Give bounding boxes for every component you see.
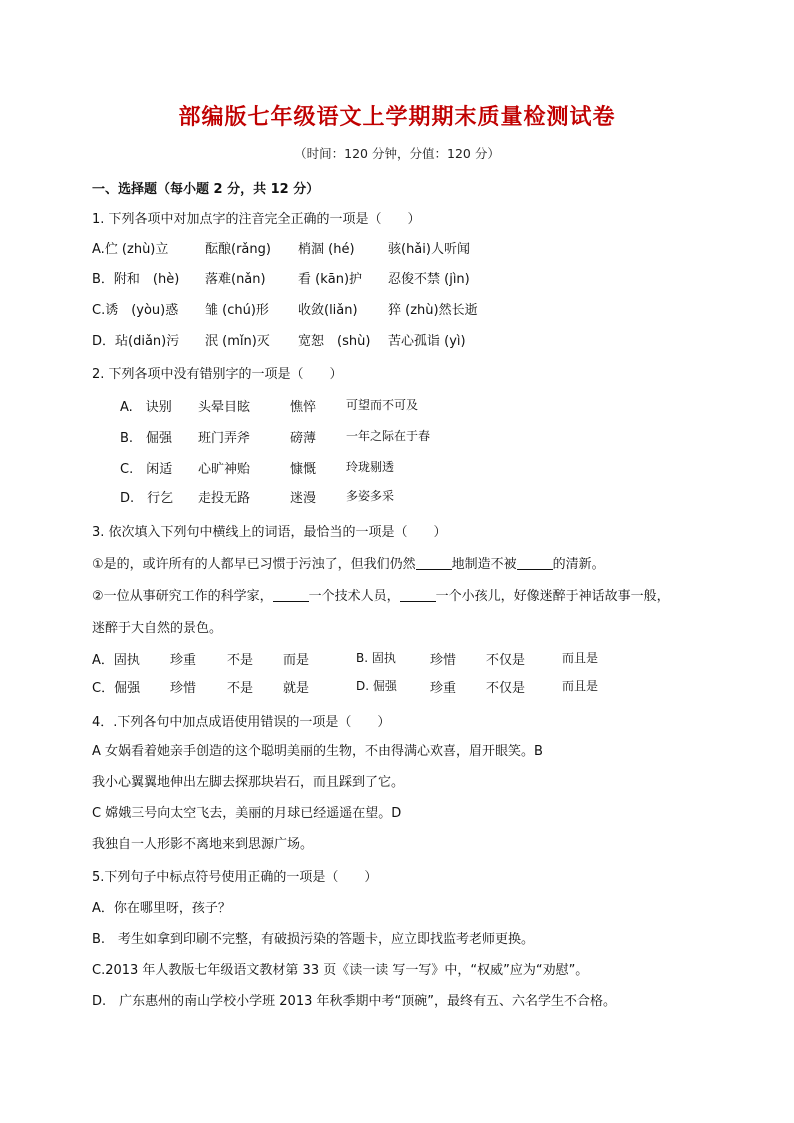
question-5-stem: 5.下列句子中标点符号使用正确的一项是（ ） bbox=[92, 870, 378, 885]
option-cell: 而且是 bbox=[562, 679, 599, 693]
option-cell: C.诱 (yòu)惑 bbox=[92, 303, 179, 318]
question-5-option-b: B. 考生如拿到印刷不完整，有破损污染的答题卡，应立即找监考老师更换。 bbox=[92, 932, 535, 947]
option-cell: 迷漫 bbox=[290, 491, 317, 506]
exam-info: （时间：120 分钟，分值：120 分） bbox=[294, 146, 500, 161]
option-cell: 班门弄斧 bbox=[198, 431, 251, 446]
option-cell: 头晕目眩 bbox=[198, 400, 251, 415]
option-cell: 看 (kān)护 bbox=[298, 272, 363, 287]
option-cell: 不仅是 bbox=[486, 681, 526, 696]
option-cell: 珍惜 bbox=[430, 653, 457, 668]
question-4-line: 我独自一人形影不离地来到思源广场。 bbox=[92, 837, 314, 852]
question-5-option-c: C.2013 年人教版七年级语文教材第 33 页《读一读 写一写》中，“权威”应为“劝慰”。 bbox=[92, 963, 589, 978]
option-cell: 苦心孤诣 (yì) bbox=[388, 334, 466, 349]
question-5-option-a: A．你在哪里呀，孩子？ bbox=[92, 901, 231, 916]
option-cell: C．倔强 bbox=[92, 681, 141, 696]
option-cell: 不仅是 bbox=[486, 653, 526, 668]
option-cell: C. 闲适 bbox=[120, 462, 173, 477]
question-2-stem: 2. 下列各项中没有错别字的一项是（ ） bbox=[92, 367, 343, 382]
option-cell: 收敛(liǎn) bbox=[298, 303, 358, 318]
question-4-line: A 女娲看着她亲手创造的这个聪明美丽的生物，不由得满心欢喜，眉开眼笑。B bbox=[92, 744, 543, 759]
option-cell: 憔悴 bbox=[290, 400, 317, 415]
question-4-line: C 嫦娥三号向太空飞去，美丽的月球已经遥遥在望。D bbox=[92, 806, 402, 821]
sentence-text: 一个小孩儿，好像迷醉于神话故事一般， bbox=[435, 589, 670, 604]
option-cell: 就是 bbox=[283, 681, 310, 696]
question-3-sentence-2-cont: 迷醉于大自然的景色。 bbox=[92, 621, 223, 636]
option-cell: 一年之际在于春 bbox=[346, 429, 431, 443]
option-cell: 梢涸 (hé) bbox=[298, 242, 355, 257]
option-cell: 走投无路 bbox=[198, 491, 251, 506]
option-cell: 而且是 bbox=[562, 651, 599, 665]
option-cell: 珍重 bbox=[430, 681, 457, 696]
option-cell: 磅薄 bbox=[290, 431, 317, 446]
page-title: 部编版七年级语文上学期期末质量检测试卷 bbox=[178, 104, 616, 130]
option-cell: B. 倔强 bbox=[120, 431, 173, 446]
option-cell: 酝酿(rǎng) bbox=[205, 242, 271, 257]
option-cell: 多姿多采 bbox=[346, 489, 395, 503]
sentence-text: 一个技术人员， bbox=[308, 589, 400, 604]
option-cell: 忍俊不禁 (jìn) bbox=[388, 272, 470, 287]
option-cell: D. 行乞 bbox=[120, 491, 174, 506]
fill-blank bbox=[416, 557, 452, 570]
sentence-text: 的清新。 bbox=[552, 557, 605, 572]
option-cell: A. 诀别 bbox=[120, 400, 172, 415]
question-3-stem: 3. 依次填入下列句中横线上的词语，最恰当的一项是（ ） bbox=[92, 525, 447, 540]
fill-blank bbox=[517, 557, 553, 570]
fill-blank bbox=[400, 589, 436, 602]
question-4-line: 我小心翼翼地伸出左脚去探那块岩石，而且踩到了它。 bbox=[92, 775, 405, 790]
question-4-stem: 4．.下列各句中加点成语使用错误的一项是（ ） bbox=[92, 715, 391, 730]
fill-blank bbox=[273, 589, 309, 602]
section-heading: 一、选择题（每小题 2 分，共 12 分） bbox=[92, 182, 320, 197]
option-cell: A.伫 (zhù)立 bbox=[92, 242, 169, 257]
option-cell: 而是 bbox=[283, 653, 310, 668]
option-cell: 落难(nǎn) bbox=[205, 272, 266, 287]
option-cell: 骇(hǎi)人听闻 bbox=[388, 242, 470, 257]
sentence-text: 地制造不被 bbox=[451, 557, 517, 572]
option-cell: B．附和 (hè) bbox=[92, 272, 180, 287]
option-cell: 不是 bbox=[227, 681, 254, 696]
option-cell: D．玷(diǎn)污 bbox=[92, 334, 180, 349]
question-1-stem: 1. 下列各项中对加点字的注音完全正确的一项是（ ） bbox=[92, 212, 421, 227]
question-3-sentence-2 bbox=[92, 585, 670, 604]
option-cell: 心旷神贻 bbox=[198, 462, 251, 477]
option-cell: 珍惜 bbox=[170, 681, 197, 696]
sentence-text: ②一位从事研究工作的科学家， bbox=[92, 589, 273, 604]
option-cell: 珍重 bbox=[170, 653, 197, 668]
option-cell: 宽恕 (shù) bbox=[298, 334, 371, 349]
question-3-sentence-1 bbox=[92, 553, 605, 572]
option-cell: A．固执 bbox=[92, 653, 140, 668]
question-5-option-d: D. 广东惠州的南山学校小学班 2013 年秋季期中考“顶碗”，最终有五、六名学生不合格。 bbox=[92, 994, 616, 1009]
option-cell: 雏 (chú)形 bbox=[205, 303, 269, 318]
option-cell: 不是 bbox=[227, 653, 254, 668]
option-cell: 可望而不可及 bbox=[346, 398, 419, 412]
option-cell: 泯 (mǐn)灭 bbox=[205, 334, 270, 349]
option-cell: D. 倔强 bbox=[356, 679, 397, 693]
option-cell: 玲珑剔透 bbox=[346, 460, 395, 474]
option-cell: B. 固执 bbox=[356, 651, 396, 665]
sentence-text: ①是的，或许所有的人都早已习惯于污浊了，但我们仍然 bbox=[92, 557, 416, 572]
option-cell: 慷慨 bbox=[290, 462, 317, 477]
option-cell: 猝 (zhù)然长逝 bbox=[388, 303, 478, 318]
